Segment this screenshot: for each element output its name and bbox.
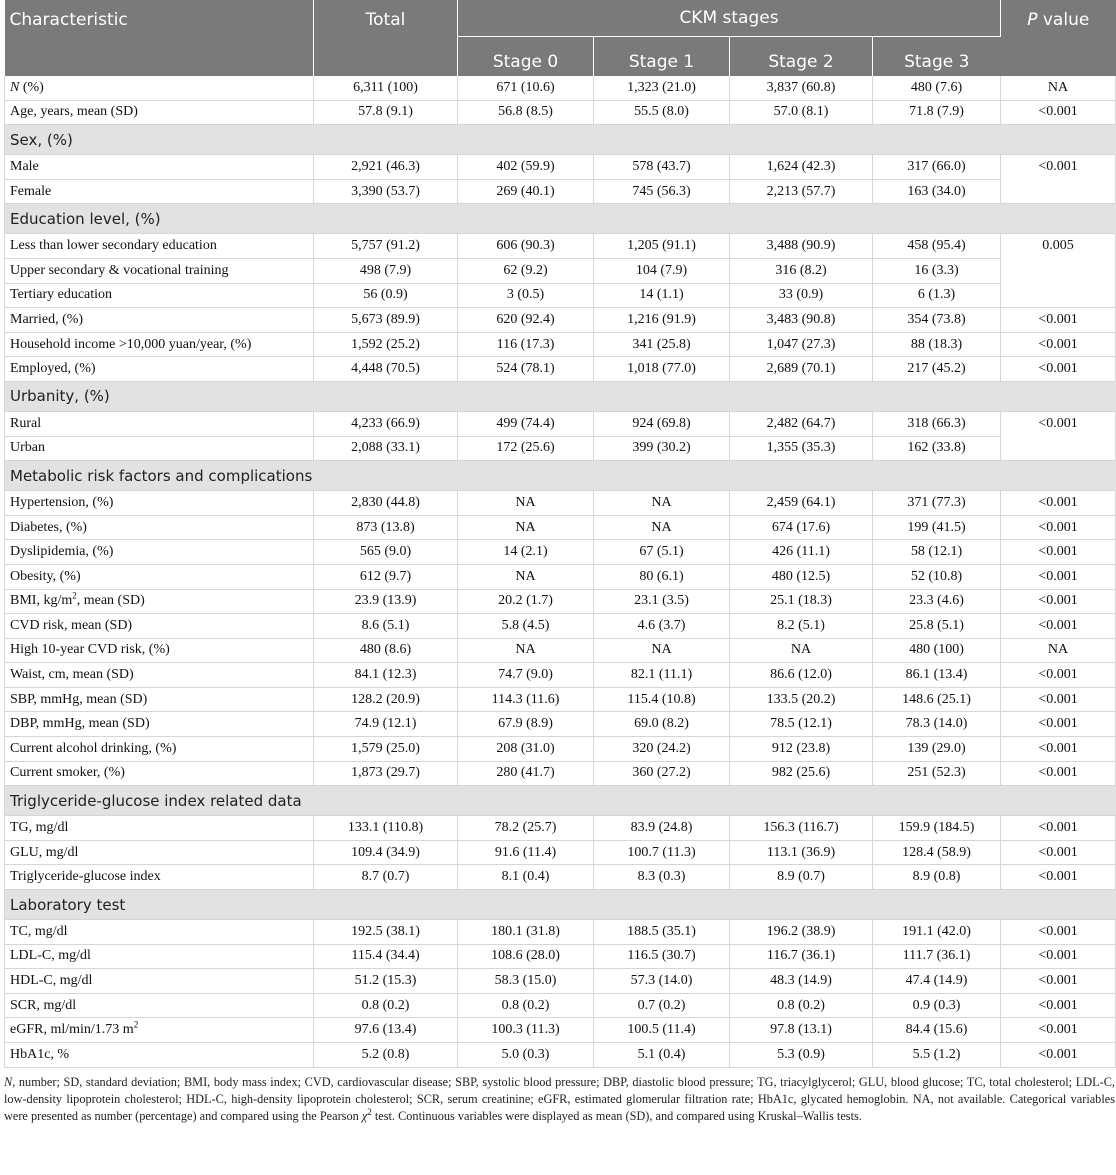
cell-total: 2,088 (33.1) [314,436,458,461]
row-label: Rural [5,411,314,436]
cell-s3: 16 (3.3) [873,258,1001,283]
cell-s2: 48.3 (14.9) [730,969,873,994]
cell-s3: 480 (100) [873,638,1001,663]
table-row [5,258,1116,283]
cell-s1: 83.9 (24.8) [594,816,730,841]
cell-s0: 5.8 (4.5) [458,614,594,639]
cell-p-value: 0.005 [1001,234,1116,308]
cell-total: 873 (13.8) [314,515,458,540]
cell-s1: 360 (27.2) [594,761,730,786]
cell-s1: 399 (30.2) [594,436,730,461]
cell-p-value: <0.001 [1001,712,1116,737]
cell-s0: NA [458,638,594,663]
table-row [5,357,1116,382]
cell-s1: 80 (6.1) [594,564,730,589]
cell-s3: 88 (18.3) [873,332,1001,357]
cell-s0: 62 (9.2) [458,258,594,283]
cell-s3: 84.4 (15.6) [873,1018,1001,1043]
table-row [5,1018,1116,1043]
cell-s1: 116.5 (30.7) [594,944,730,969]
cell-s3: 199 (41.5) [873,515,1001,540]
cell-p-value: NA [1001,638,1116,663]
cell-s1: 745 (56.3) [594,179,730,204]
table-row [5,638,1116,663]
section-row [5,125,1116,155]
table-row [5,816,1116,841]
cell-s3: 159.9 (184.5) [873,816,1001,841]
cell-s2: 982 (25.6) [730,761,873,786]
cell-s1: 5.1 (0.4) [594,1043,730,1068]
cell-p-value: <0.001 [1001,411,1116,460]
row-label: HDL-C, mg/dl [5,969,314,994]
row-label: Hypertension, (%) [5,491,314,516]
cell-total: 1,592 (25.2) [314,332,458,357]
cell-total: 109.4 (34.9) [314,840,458,865]
table-row [5,540,1116,565]
section-label: Metabolic risk factors and complications [5,461,1116,491]
cell-total: 3,390 (53.7) [314,179,458,204]
cell-total: 51.2 (15.3) [314,969,458,994]
cell-total: 2,921 (46.3) [314,155,458,180]
section-label: Urbanity, (%) [5,381,1116,411]
cell-s3: 163 (34.0) [873,179,1001,204]
row-label: SBP, mmHg, mean (SD) [5,687,314,712]
table-row [5,944,1116,969]
cell-s2: 2,482 (64.7) [730,411,873,436]
cell-s1: 100.7 (11.3) [594,840,730,865]
cell-s2: 912 (23.8) [730,737,873,762]
cell-s2: 480 (12.5) [730,564,873,589]
cell-total: 5,673 (89.9) [314,308,458,333]
cell-p-value: <0.001 [1001,993,1116,1018]
cell-s1: 8.3 (0.3) [594,865,730,890]
header-stage-2: Stage 2 [730,37,873,77]
table-row [5,712,1116,737]
section-row [5,786,1116,816]
cell-s1: 55.5 (8.0) [594,100,730,125]
cell-s0: 78.2 (25.7) [458,816,594,841]
cell-total: 5.2 (0.8) [314,1043,458,1068]
cell-s2: 3,483 (90.8) [730,308,873,333]
cell-total: 97.6 (13.4) [314,1018,458,1043]
row-label: High 10-year CVD risk, (%) [5,638,314,663]
row-label: DBP, mmHg, mean (SD) [5,712,314,737]
cell-total: 23.9 (13.9) [314,589,458,614]
header-characteristic: Characteristic [5,0,314,76]
cell-s2: 5.3 (0.9) [730,1043,873,1068]
cell-s2: 8.9 (0.7) [730,865,873,890]
cell-s1: 0.7 (0.2) [594,993,730,1018]
cell-s3: 86.1 (13.4) [873,663,1001,688]
table-row [5,589,1116,614]
cell-s1: 100.5 (11.4) [594,1018,730,1043]
cell-total: 498 (7.9) [314,258,458,283]
cell-p-value: <0.001 [1001,357,1116,382]
cell-s2: NA [730,638,873,663]
table-row [5,411,1116,436]
row-label: Tertiary education [5,283,314,308]
row-label-rest: (%) [19,79,44,95]
header-stage-3: Stage 3 [873,37,1001,77]
cell-s3: 5.5 (1.2) [873,1043,1001,1068]
cell-s2: 116.7 (36.1) [730,944,873,969]
cell-s2: 133.5 (20.2) [730,687,873,712]
table-row [5,100,1116,125]
cell-p-value: <0.001 [1001,332,1116,357]
cell-total: 84.1 (12.3) [314,663,458,688]
cell-total: 2,830 (44.8) [314,491,458,516]
cell-s1: 578 (43.7) [594,155,730,180]
table-row [5,993,1116,1018]
cell-s1: 1,323 (21.0) [594,76,730,100]
cell-s2: 316 (8.2) [730,258,873,283]
table-row [5,1043,1116,1068]
cell-s1: 115.4 (10.8) [594,687,730,712]
table-row [5,491,1116,516]
row-label: SCR, mg/dl [5,993,314,1018]
section-row [5,381,1116,411]
cell-s0: NA [458,515,594,540]
cell-s2: 25.1 (18.3) [730,589,873,614]
cell-s3: 78.3 (14.0) [873,712,1001,737]
table-row [5,969,1116,994]
table-header [5,0,1116,76]
header-ckm-stages: CKM stages [458,0,1001,37]
cell-s2: 3,837 (60.8) [730,76,873,100]
cell-s2: 1,624 (42.3) [730,155,873,180]
row-label: LDL-C, mg/dl [5,944,314,969]
cell-s3: 191.1 (42.0) [873,920,1001,945]
cell-s1: 1,018 (77.0) [594,357,730,382]
cell-s0: 208 (31.0) [458,737,594,762]
section-label: Education level, (%) [5,204,1116,234]
header-p-value-label: value [1037,10,1090,30]
cell-s0: 91.6 (11.4) [458,840,594,865]
cell-s0: 20.2 (1.7) [458,589,594,614]
row-label: Waist, cm, mean (SD) [5,663,314,688]
cell-total: 1,873 (29.7) [314,761,458,786]
cell-s1: 14 (1.1) [594,283,730,308]
row-label: TG, mg/dl [5,816,314,841]
cell-s0: 108.6 (28.0) [458,944,594,969]
cell-s0: 116 (17.3) [458,332,594,357]
cell-s2: 0.8 (0.2) [730,993,873,1018]
row-label: Employed, (%) [5,357,314,382]
section-label: Triglyceride-glucose index related data [5,786,1116,816]
cell-p-value: <0.001 [1001,515,1116,540]
cell-s0: 172 (25.6) [458,436,594,461]
row-label [5,76,314,100]
cell-s1: 67 (5.1) [594,540,730,565]
table-row [5,564,1116,589]
cell-s3: 0.9 (0.3) [873,993,1001,1018]
header-total: Total [314,0,458,76]
cell-s0: 606 (90.3) [458,234,594,259]
section-row [5,461,1116,491]
cell-s1: 104 (7.9) [594,258,730,283]
row-label: Triglyceride-glucose index [5,865,314,890]
cell-s2: 78.5 (12.1) [730,712,873,737]
cell-s0: 524 (78.1) [458,357,594,382]
cell-s2: 196.2 (38.9) [730,920,873,945]
cell-s3: 371 (77.3) [873,491,1001,516]
cell-p-value: <0.001 [1001,614,1116,639]
row-label: Married, (%) [5,308,314,333]
table-row [5,179,1116,204]
cell-s0: 671 (10.6) [458,76,594,100]
cell-s0: 100.3 (11.3) [458,1018,594,1043]
cell-p-value: <0.001 [1001,564,1116,589]
cell-p-value: <0.001 [1001,100,1116,125]
cell-p-value: <0.001 [1001,840,1116,865]
table-row [5,737,1116,762]
cell-total: 8.6 (5.1) [314,614,458,639]
cell-s0: 8.1 (0.4) [458,865,594,890]
row-label: Obesity, (%) [5,564,314,589]
cell-total: 4,233 (66.9) [314,411,458,436]
cell-s3: 52 (10.8) [873,564,1001,589]
cell-s1: NA [594,638,730,663]
cell-s0: 402 (59.9) [458,155,594,180]
row-label: BMI, $kg/m^2$, mean (SD) [5,589,314,614]
cell-s1: 23.1 (3.5) [594,589,730,614]
cell-total: 1,579 (25.0) [314,737,458,762]
cell-s2: 113.1 (36.9) [730,840,873,865]
cell-s0: 14 (2.1) [458,540,594,565]
cell-total: 133.1 (110.8) [314,816,458,841]
table-row [5,283,1116,308]
row-label: TC, mg/dl [5,920,314,945]
cell-s3: 354 (73.8) [873,308,1001,333]
table-row [5,614,1116,639]
cell-s2: 156.3 (116.7) [730,816,873,841]
cell-s1: 4.6 (3.7) [594,614,730,639]
row-label: Current alcohol drinking, (%) [5,737,314,762]
cell-s3: 6 (1.3) [873,283,1001,308]
cell-s3: 71.8 (7.9) [873,100,1001,125]
cell-s2: 97.8 (13.1) [730,1018,873,1043]
cell-p-value: <0.001 [1001,589,1116,614]
cell-s1: 57.3 (14.0) [594,969,730,994]
cell-p-value: <0.001 [1001,663,1116,688]
cell-s3: 25.8 (5.1) [873,614,1001,639]
table-row [5,920,1116,945]
cell-total: 565 (9.0) [314,540,458,565]
cell-total: 57.8 (9.1) [314,100,458,125]
cell-s3: 162 (33.8) [873,436,1001,461]
cell-p-value: <0.001 [1001,944,1116,969]
cell-s1: NA [594,491,730,516]
cell-s1: 341 (25.8) [594,332,730,357]
cell-s0: 269 (40.1) [458,179,594,204]
cell-p-value: <0.001 [1001,1018,1116,1043]
cell-s0: NA [458,491,594,516]
cell-s2: 86.6 (12.0) [730,663,873,688]
cell-total: 8.7 (0.7) [314,865,458,890]
cell-s2: 674 (17.6) [730,515,873,540]
cell-s1: NA [594,515,730,540]
header-stage-1: Stage 1 [594,37,730,77]
row-label: Diabetes, (%) [5,515,314,540]
cell-s3: 111.7 (36.1) [873,944,1001,969]
cell-total: 0.8 (0.2) [314,993,458,1018]
table-row [5,687,1116,712]
cell-total: 6,311 (100) [314,76,458,100]
cell-p-value: <0.001 [1001,687,1116,712]
cell-s2: 1,355 (35.3) [730,436,873,461]
cell-s3: 480 (7.6) [873,76,1001,100]
table-row [5,761,1116,786]
table-footnote: N, number; SD, standard deviation; BMI, body mass index; CVD, cardiovascular disease; SBP, systolic blood pressure; DBP, diastolic blood pressure; TG, triacylglycerol; GLU, blood glucose; TC, total cholesterol; LDL-C, low-density lipoprotein cholesterol; HDL-C, high-density lipoprotein cholesterol; SCR, serum creatinine; eGFR, estimated glomerular filtration rate; HbA1c, glycated hemoglobin. NA, not available. Categorical variables were presented as number (percentage) and compared using the Pearson $\chi^2$ test. Continuous variables were displayed as mean (SD), and compared using Kruskal–Wallis tests. [4,1074,1115,1123]
cell-p-value: <0.001 [1001,1043,1116,1068]
cell-s0: 58.3 (15.0) [458,969,594,994]
cell-total: 480 (8.6) [314,638,458,663]
cell-s2: 426 (11.1) [730,540,873,565]
cell-s0: 620 (92.4) [458,308,594,333]
row-label: Current smoker, (%) [5,761,314,786]
cell-s1: 1,216 (91.9) [594,308,730,333]
cell-s0: 180.1 (31.8) [458,920,594,945]
row-label: Household income >10,000 yuan/year, (%) [5,332,314,357]
cell-s1: 82.1 (11.1) [594,663,730,688]
cell-s0: 3 (0.5) [458,283,594,308]
cell-s0: 280 (41.7) [458,761,594,786]
row-label: Upper secondary & vocational training [5,258,314,283]
cell-s1: 924 (69.8) [594,411,730,436]
cell-s0: 114.3 (11.6) [458,687,594,712]
row-label: Less than lower secondary education [5,234,314,259]
table-row [5,515,1116,540]
table-row [5,865,1116,890]
row-label: GLU, mg/dl [5,840,314,865]
table-row [5,76,1116,100]
row-label: HbA1c, % [5,1043,314,1068]
section-label: Laboratory test [5,890,1116,920]
cell-p-value: <0.001 [1001,761,1116,786]
section-row [5,204,1116,234]
table-row [5,663,1116,688]
row-label: Age, years, mean (SD) [5,100,314,125]
section-label: Sex, (%) [5,125,1116,155]
cell-total: 128.2 (20.9) [314,687,458,712]
cell-s1: 188.5 (35.1) [594,920,730,945]
header-stage-0: Stage 0 [458,37,594,77]
cell-s0: 5.0 (0.3) [458,1043,594,1068]
table-row [5,308,1116,333]
cell-total: 612 (9.7) [314,564,458,589]
header-p-value [1001,0,1116,76]
cell-p-value: NA [1001,76,1116,100]
cell-p-value: <0.001 [1001,865,1116,890]
cell-total: 74.9 (12.1) [314,712,458,737]
cell-p-value: <0.001 [1001,816,1116,841]
table-row [5,332,1116,357]
cell-s0: NA [458,564,594,589]
table-body [5,76,1116,1067]
cell-s2: 33 (0.9) [730,283,873,308]
cell-total: 4,448 (70.5) [314,357,458,382]
table-row [5,155,1116,180]
header-p-letter: P [1027,10,1038,30]
cell-s0: 499 (74.4) [458,411,594,436]
cell-p-value: <0.001 [1001,540,1116,565]
cell-s0: 0.8 (0.2) [458,993,594,1018]
cell-s3: 217 (45.2) [873,357,1001,382]
cell-p-value: <0.001 [1001,737,1116,762]
cell-s0: 74.7 (9.0) [458,663,594,688]
row-label-italic: N [10,79,20,95]
cell-p-value: <0.001 [1001,155,1116,204]
cell-p-value: <0.001 [1001,308,1116,333]
characteristics-table-document [4,0,1115,1125]
cell-total: 56 (0.9) [314,283,458,308]
cell-s2: 57.0 (8.1) [730,100,873,125]
cell-s3: 317 (66.0) [873,155,1001,180]
cell-s3: 23.3 (4.6) [873,589,1001,614]
cell-s2: 1,047 (27.3) [730,332,873,357]
characteristics-table [4,0,1116,1068]
cell-s2: 8.2 (5.1) [730,614,873,639]
cell-s3: 47.4 (14.9) [873,969,1001,994]
cell-p-value: <0.001 [1001,491,1116,516]
table-row [5,234,1116,259]
row-label: CVD risk, mean (SD) [5,614,314,639]
row-label: Female [5,179,314,204]
cell-s0: 67.9 (8.9) [458,712,594,737]
cell-p-value: <0.001 [1001,920,1116,945]
row-label: eGFR, ml/min/1.73 $m^2$ [5,1018,314,1043]
cell-s3: 128.4 (58.9) [873,840,1001,865]
cell-s2: 3,488 (90.9) [730,234,873,259]
cell-s3: 148.6 (25.1) [873,687,1001,712]
cell-s1: 1,205 (91.1) [594,234,730,259]
cell-s3: 139 (29.0) [873,737,1001,762]
cell-s3: 458 (95.4) [873,234,1001,259]
cell-s3: 318 (66.3) [873,411,1001,436]
cell-s1: 69.0 (8.2) [594,712,730,737]
row-label: Dyslipidemia, (%) [5,540,314,565]
table-row [5,436,1116,461]
cell-total: 115.4 (34.4) [314,944,458,969]
cell-total: 5,757 (91.2) [314,234,458,259]
table-row [5,840,1116,865]
cell-total: 192.5 (38.1) [314,920,458,945]
cell-s3: 8.9 (0.8) [873,865,1001,890]
cell-s0: 56.8 (8.5) [458,100,594,125]
cell-s2: 2,689 (70.1) [730,357,873,382]
cell-p-value: <0.001 [1001,969,1116,994]
cell-s1: 320 (24.2) [594,737,730,762]
cell-s3: 58 (12.1) [873,540,1001,565]
section-row [5,890,1116,920]
cell-s3: 251 (52.3) [873,761,1001,786]
cell-s2: 2,213 (57.7) [730,179,873,204]
row-label: Urban [5,436,314,461]
row-label: Male [5,155,314,180]
cell-s2: 2,459 (64.1) [730,491,873,516]
